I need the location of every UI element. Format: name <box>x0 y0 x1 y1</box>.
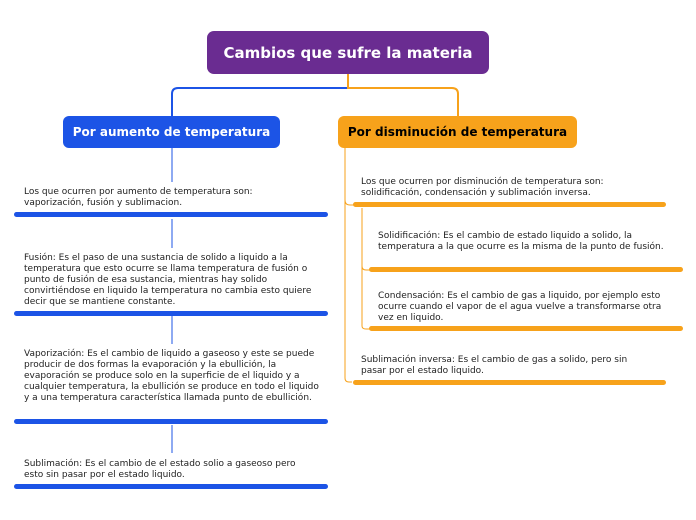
connector-right-main <box>345 148 352 382</box>
right-subitem-solidificacion[interactable]: Solidificación: Es el cambio de estado liquido a solido, la temperatura a la que ocurre es la misma de la punto de fusión. <box>378 231 664 252</box>
root-topic-label: Cambios que sufre la materia <box>223 43 473 62</box>
left-item-intro[interactable]: Los que ocurren por aumento de temperatura son: vaporización, fusión y sublimacion. <box>24 187 253 208</box>
left-item-fusion-underline <box>14 311 328 316</box>
right-item-sublimacion-inversa[interactable]: Sublimación inversa: Es el cambio de gas a solido, pero sin pasar por el estado liquido. <box>361 355 628 376</box>
branch-disminucion[interactable] <box>338 116 577 148</box>
right-item-intro-underline <box>353 202 666 207</box>
left-item-vaporizacion-underline <box>14 419 328 424</box>
branch-disminucion-label: Por disminución de temperatura <box>347 125 568 139</box>
connector-root-left <box>172 74 348 116</box>
left-item-vaporizacion[interactable]: Vaporización: Es el cambio de liquido a gaseoso y este se puede producir de dos formas la evaporación y la ebullición, la evaporación se produce solo en la superficie de el liquido y a cualquier temperatura, la ebullición se produce en todo el liquido y a una temperatura característica llamada punto de ebullición. <box>24 349 319 403</box>
right-item-sublimacion-inversa-underline <box>353 380 666 385</box>
connector-root-right <box>348 74 458 116</box>
left-item-intro-underline <box>14 212 328 217</box>
left-item-sublimacion[interactable]: Sublimación: Es el cambio de el estado solio a gaseoso pero esto sin pasar por el estado liquido. <box>24 459 296 480</box>
branch-aumento[interactable] <box>63 116 280 148</box>
left-item-sublimacion-underline <box>14 484 328 489</box>
branch-aumento-label: Por aumento de temperatura <box>72 125 271 139</box>
right-subitem-condensacion[interactable]: Condensación: Es el cambio de gas a liquido, por ejemplo esto ocurre cuando el vapor de el agua vuelve a transformarse otra vez en liquido. <box>378 291 662 323</box>
left-item-fusion[interactable]: Fusión: Es el paso de una sustancia de solido a liquido a la temperatura que esto ocurre se llama temperatura de fusión o punto de fusión de esa sustancia, mientras hay solido convirtiéndose en liquido la temperatura no cambia esto quiere decir que se mantiene constante. <box>24 253 312 307</box>
right-subitem-condensacion-underline <box>369 326 683 331</box>
right-subitem-solidificacion-underline <box>369 267 683 272</box>
right-item-intro[interactable]: Los que ocurren por disminución de temperatura son: solidificación, condensación y sublimación inversa. <box>361 177 604 198</box>
root-topic[interactable] <box>207 31 489 74</box>
